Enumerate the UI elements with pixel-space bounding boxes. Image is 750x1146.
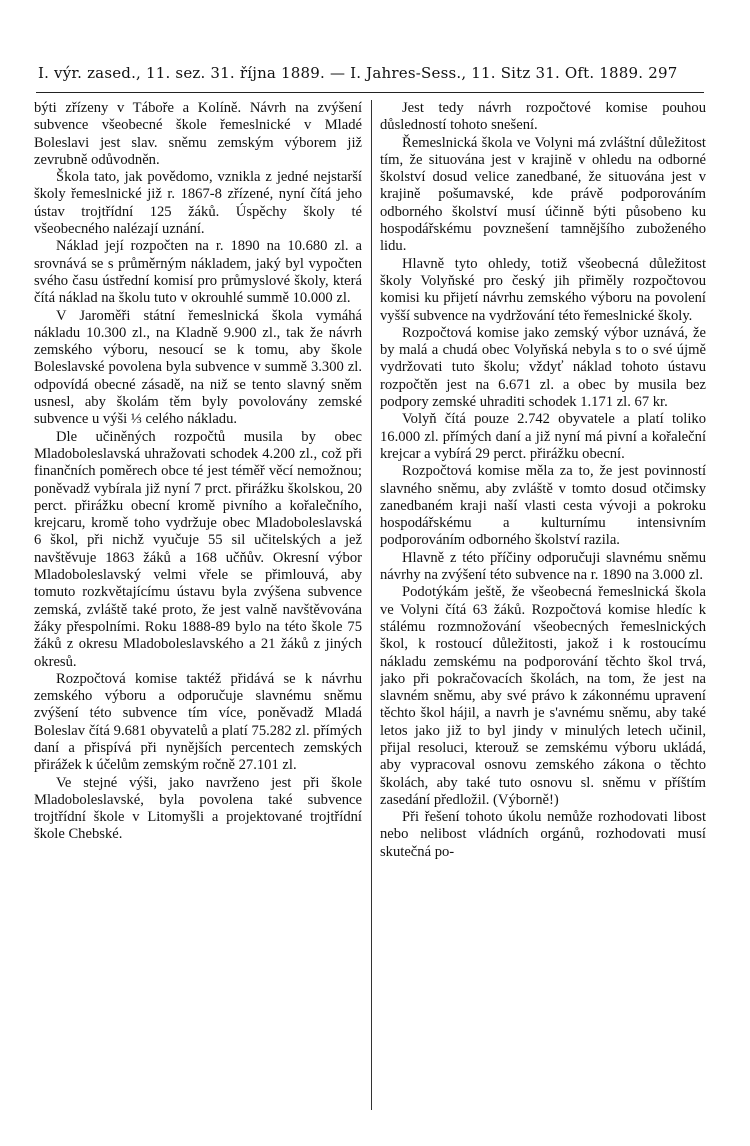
paragraph: Dle učiněných rozpočtů musila by obec Mladoboleslavská uhražovati schodek 4.200 zl., což při finančních poměrech obce té jest téměř věcí nemožnou; poněvadž vybírala již nyní 7 prct. přirážku školskou, 20 perct. přirážku obecní kromě pivního a kořalečního, krejcaru, kromě toho vydržuje obec Mladoboleslavská 6 škol, při nichž vyučuje 55 sil učitelských a jež navštěvuje 1863 žáků a 168 učňův. Okresní výbor Mladoboleslavský velmi vřele se přimlouvá, aby tomuto rozkvětajícímu ústavu byla zvýšena subvence zemská, zvláště také proto, že jest valně navštěvována žáky přespolními. Roku 1888-89 bylo na této škole 75 žáků z okresu Mladoboleslavského a 21 žáků z jiných okresů. xyxy=(34,428,362,670)
page-header: I. výr. zased., 11. sez. 31. října 1889. — I. Jahres-Sess., 11. Sitz 31. Oft. 1889. 297 xyxy=(38,64,678,82)
paragraph: Rozpočtová komise měla za to, že jest povinností slavného sněmu, aby zvláště v tomto dosud otčimsky zanedbaném kraji naší vlasti cesta vývoji a pokroku hospodářskému a kulturnímu intensivním podporováním odborného školství razila. xyxy=(380,463,706,549)
paragraph: V Jaroměři státní řemeslnická škola vymáhá nákladu 10.300 zl., na Kladně 9.900 zl., tak že návrh zemského výboru, nesoucí se k tomu, aby škole Boleslavské povolena byla subvence v summě 3.300 zl. odpovídá obecné zásadě, na niž se tento slavný sněm usnesl, aby školám těm byly povolovány zemské subvence u výši ⅓ celého nákladu. xyxy=(34,307,362,428)
paragraph: Volyň čítá pouze 2.742 obyvatele a platí toliko 16.000 zl. přímých daní a již nyní má pivní a kořaleční krejcar a vybírá 29 perct. přirážku obecní. xyxy=(380,411,706,462)
paragraph: Při řešení tohoto úkolu nemůže rozhodovati libost nebo nelibost vládních orgánů, rozhodovati musí skutečná po- xyxy=(380,809,706,860)
paragraph: Škola tato, jak povědomo, vznikla z jedné nejstarší školy řemeslnické již r. 1867-8 zřízené, nyní čítá jeho ústav trojtřídní 125 žáků. Úspěchy školy té všeobecného nalézají uznání. xyxy=(34,169,362,238)
paragraph: Rozpočtová komise taktéž přidává se k návrhu zemského výboru a odporučuje slavnému sněmu zvýšení této subvence tím více, poněvadž Mladá Boleslav čítá 9.681 obyvatelů a platí 75.282 zl. přímých daní a přispívá při nynějších percentech zemských přirážek k účelům zemským ročně 27.101 zl. xyxy=(34,670,362,774)
paragraph: býti zřízeny v Táboře a Kolíně. Návrh na zvýšení subvence všeobecné škole řemeslnické v Mladé Boleslavi jest slav. sněmu zemským výborem již zevrubně odůvodněn. xyxy=(34,100,362,168)
paragraph: Podotýkám ještě, že všeobecná řemeslnická škola ve Volyni čítá 63 žáků. Rozpočtová komise hledíc k stálému rozmnožování všeobecných řemeslnických škol, k rostoucí důležitosti, jakož i k rostoucímu nákladu zemskému na podporování těchto škol trvá, jako při pokračovacích školách, na tom, že jest na slavném sněmu, aby své právo k zákonnému upravení těchto škol hájil, a navrh je s'avnému sněmu, aby také letos jako již to byl jindy v minulých letech učinil, přijal resoluci, kterouž se zemskému výboru ukládá, aby vypracoval osnovu zemského zákona o těchto školách, aby také tuto osnovu sl. sněmu v příštím zasedání předložil. (Výborně!) xyxy=(380,584,706,808)
paragraph: Hlavně tyto ohledy, totiž všeobecná důležitost školy Volyňské pro český jih přiměly rozpočtovou komisi ku přijetí návrhu zemského výboru na povolení vyšší subvence na vydržování této řemeslnické školy. xyxy=(380,255,706,324)
paragraph: Jest tedy návrh rozpočtové komise pouhou důsledností tohoto snešení. xyxy=(380,100,706,134)
paragraph: Hlavně z této příčiny odporučuji slavnému sněmu návrhy na zvýšení této subvence na r. 1890 na 3.000 zl. xyxy=(380,549,706,584)
right-column xyxy=(380,100,706,1110)
paragraph: Náklad její rozpočten na r. 1890 na 10.680 zl. a srovnává se s průměrným nákladem, jaký byl vypočten svého času ústřední komisí pro průmyslové školy, která čítá náklad na školu tuto v okrouhlé summě 10.000 zl. xyxy=(34,238,362,307)
left-column xyxy=(34,100,362,1110)
header-rule xyxy=(36,92,704,93)
paragraph: Ve stejné výši, jako navrženo jest při škole Mladoboleslavské, byla povolena také subvence trojtřídní škole v Litomyšli a projektované trojtřídní škole Chebské. xyxy=(34,774,362,843)
paragraph: Řemeslnická škola ve Volyni má zvláštní důležitost tím, že situována jest v krajině v ohledu na odborné školství dosud velice zanedbané, že situována jest v krajině pošumavské, kde právě podporováním odborného školství musí účinně býti působeno ku hospodářskému povznešení tamnějšího zuboženého lidu. xyxy=(380,134,706,255)
paragraph: Rozpočtová komise jako zemský výbor uznává, že by malá a chudá obec Volyňská nebyla s to o své újmě vydržovati tuto školu; vždyť náklad tohoto ústavu rozpočtěn jest na 6.671 zl. a obec by musila bez podpory zemské uhraditi schodek 1.171 zl. 67 kr. xyxy=(380,324,706,411)
column-divider xyxy=(371,100,372,1110)
